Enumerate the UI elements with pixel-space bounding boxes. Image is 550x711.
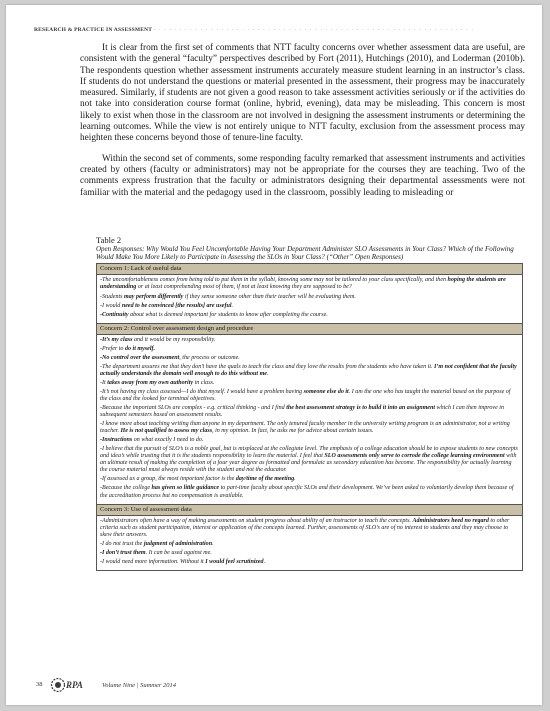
response-emphasis: He is not qualified to assess my class [120, 428, 213, 435]
response-emphasis: SLO assessments only serve to corrode the college learning environment [324, 453, 505, 460]
response-emphasis: someone else do it [303, 388, 349, 395]
response-item [100, 355, 519, 362]
response-emphasis: -No control over the assessment [100, 354, 180, 361]
running-head-label: RESEARCH & PRACTICE IN ASSESSMENT [34, 27, 153, 33]
response-text: . [263, 558, 266, 565]
response-text: in class. [193, 379, 215, 386]
response-emphasis: -I don’t trust them [100, 549, 146, 556]
response-text: . [267, 370, 269, 377]
response-item [100, 437, 519, 444]
concern-responses [97, 275, 522, 322]
paragraph-1: It is clear from the first set of comments that NTT faculty concerns over whether assessment data are useful, are consistent with the general “faculty” perspectives described by Fort (2011), Hutchings (2010), and Loderman (2010b). The respondents question whether assessment instruments accurately measure student learning in an instructor’s class. If students do not understand the questions or material presented in the assessment, their progress may be inaccurately measured. Similarly, if students are not given a good reason to take assessment activities seriously or if the activities do not take into consideration course format (online, hybrid, evening), data may be misleading. This concern is most likely to exist when those in the classroom are not involved in designing the assessment instruments or determining the learning outcomes. While the view is not entirely unique to NTT faculty, exclusion from the assessment process may heighten these concerns beyond those of tenure-line faculty. [80, 43, 525, 144]
concern-heading: Concern 3: Use of assessment data [97, 504, 522, 516]
response-item [100, 405, 519, 419]
response-text: -Students [100, 293, 125, 300]
response-item [100, 389, 519, 403]
page [6, 5, 542, 705]
response-item [100, 550, 519, 557]
response-text: about what is deemed important for students to know after completing the course. [128, 311, 328, 318]
response-emphasis: judgment of administration [143, 540, 213, 547]
response-emphasis: has given so little guidance [151, 485, 220, 492]
response-emphasis: need to be convinced [the results] are useful [121, 302, 232, 309]
footer [36, 677, 436, 693]
table-2 [96, 235, 523, 571]
response-item [100, 294, 519, 301]
response-text: . [294, 476, 296, 483]
response-text: -I do not trust the [100, 540, 144, 547]
response-emphasis: may perform differently [124, 293, 184, 300]
concern-heading: Concern 2: Control over assessment design and procedure [97, 323, 522, 335]
response-emphasis: -It’s my class [100, 336, 133, 343]
response-item [100, 364, 519, 378]
response-text: -The uncomfortableness comes from being told to put them in the syllabi, knowing some may not be tailored to your class specifically, and then [100, 277, 448, 284]
response-emphasis: -Instructions [100, 437, 133, 444]
response-emphasis: I would feel scrutinized [205, 558, 264, 565]
running-head-leader: · · · · · · · · · · · · · · · · · · · · · · · · · · · · · · · · · · · · · · · · · · · · · · · · · · · · · · · · · · · · · · [153, 27, 475, 33]
response-text: -Prefer to [100, 345, 125, 352]
response-item [100, 421, 519, 435]
table-caption: Open Responses: Why Would You Feel Uncomfortable Having Your Department Administer SLO Assessments in Your Class? Which of the Following Would Make You More Likely to Participate in Assessing the SLOs in Your Class? (“Other” Open Responses) [96, 245, 514, 262]
response-emphasis: I’m not confident that the faculty actually understands the domain well enough to do this without me [100, 363, 517, 377]
response-text: to part-time faculty about specific SLOs and their development. We’ve been asked to voluntarily develop them because of the accreditation process but no compensation is available. [100, 485, 514, 499]
response-text: -I would [100, 302, 122, 309]
rpa-logo-icon [50, 677, 98, 695]
response-item [100, 312, 519, 319]
response-text: -Administrators often have a way of making assessments on student progress about ability of an instructor to teach the concepts. [100, 517, 413, 524]
journal-issue: Volume Nine | Summer 2014 [102, 682, 177, 689]
response-emphasis: takes away from my own authority [107, 379, 194, 386]
response-text: , in my opinion. In fact, he asks me for advice about certain issues. [212, 428, 374, 435]
response-item [100, 446, 519, 474]
response-text: with an ultimate result of making the completion of a four year degree as formatted and formulaic as secondary education has become. The responsibility for actually learning the course material must always reside with the student and not the educator. [100, 453, 517, 474]
response-text: and it would be my responsibility. [132, 336, 216, 343]
response-text: -If assessed as a group, the most important factor is the [100, 476, 236, 483]
response-text: . It can be used against me. [145, 549, 212, 556]
response-item [100, 346, 519, 353]
response-item [100, 303, 519, 310]
response-item [100, 476, 519, 483]
response-text: -The department assures me that they don’t have the quals to teach the class and they love the results from the students who have taken it. [100, 363, 435, 370]
response-emphasis: the best assessment strategy is to build it into an assignment [286, 405, 436, 412]
response-text: -It [100, 379, 108, 386]
response-text: or at least comprehending most of them, if not at least knowing they are supposed to be? [136, 284, 352, 291]
response-item [100, 518, 519, 539]
response-item [100, 380, 519, 387]
response-emphasis: do it myself. [124, 345, 156, 352]
logo-ring [52, 679, 65, 692]
page-number: 38 [36, 681, 43, 688]
response-text: -Because the college [100, 485, 152, 492]
response-text: -I would need more information. Without it [100, 558, 206, 565]
concern-responses [97, 335, 522, 504]
response-text: to other criteria such as student participation, interest or application of the concepts learned. Further, assessments of SLO’s are of no interest to students and they may choose to skew their answers. [100, 517, 510, 538]
response-text: if they sense someone other than their teacher will be evaluating them. [183, 293, 356, 300]
concern-responses [97, 516, 522, 570]
response-text: -I believe that the pursuit of SLO’s is a noble goal, but is misplaced at the collegiate level. The emphasis of a college education should be to expose students to new concepts and idea’s while trusting that it is the students responsibility to learn the material. I feel that [100, 446, 518, 460]
response-item [100, 277, 519, 291]
response-text: . [212, 540, 214, 547]
response-emphasis: Administrators heed no regard [412, 517, 489, 524]
response-text: . [231, 302, 234, 309]
response-text: -Because the important SLOs are complex - e.g. critical thinking - and I find [100, 405, 287, 412]
response-text: which I can then improve in subsequent semesters based on assessment results. [100, 405, 504, 419]
response-text: , the process or outcome. [179, 354, 240, 361]
body-text [80, 43, 525, 208]
response-text: -It’s not having my class assessed—I do that myself. I would have a problem having [100, 388, 304, 395]
response-emphasis: day/time of the meeting [235, 476, 295, 483]
response-text: . I am the one who has taught the material based on the purpose of the class and the looked for terminal objectives. [100, 388, 511, 402]
logo-text: RPA [66, 680, 83, 690]
running-head [34, 27, 504, 33]
response-emphasis: hoping the students are understanding [100, 277, 506, 291]
response-text: -I know more about teaching writing than anyone in my department. The only tenured faculty member in the university writing program is an administrator, not a writing teacher. [100, 421, 510, 435]
concern-heading: Concern 1: Lack of useful data [97, 264, 522, 275]
response-item [100, 541, 519, 548]
concern-table [96, 263, 523, 570]
response-item [100, 559, 519, 566]
response-item [100, 337, 519, 344]
response-item [100, 485, 519, 499]
table-title: Table 2 [96, 235, 122, 245]
response-text: on what exactly I need to do. [132, 437, 204, 444]
response-emphasis: -Continuity [100, 311, 129, 318]
paragraph-2: Within the second set of comments, some responding faculty remarked that assessment instruments and activities created by others (faculty or administrators) may not be appropriate for the courses they are teaching. Two of the comments express frustration that the faculty or administrators designing their departmental assessments were not familiar with the material and the pedagogy used in the classroom, possibly leading to misleading or [80, 153, 525, 198]
